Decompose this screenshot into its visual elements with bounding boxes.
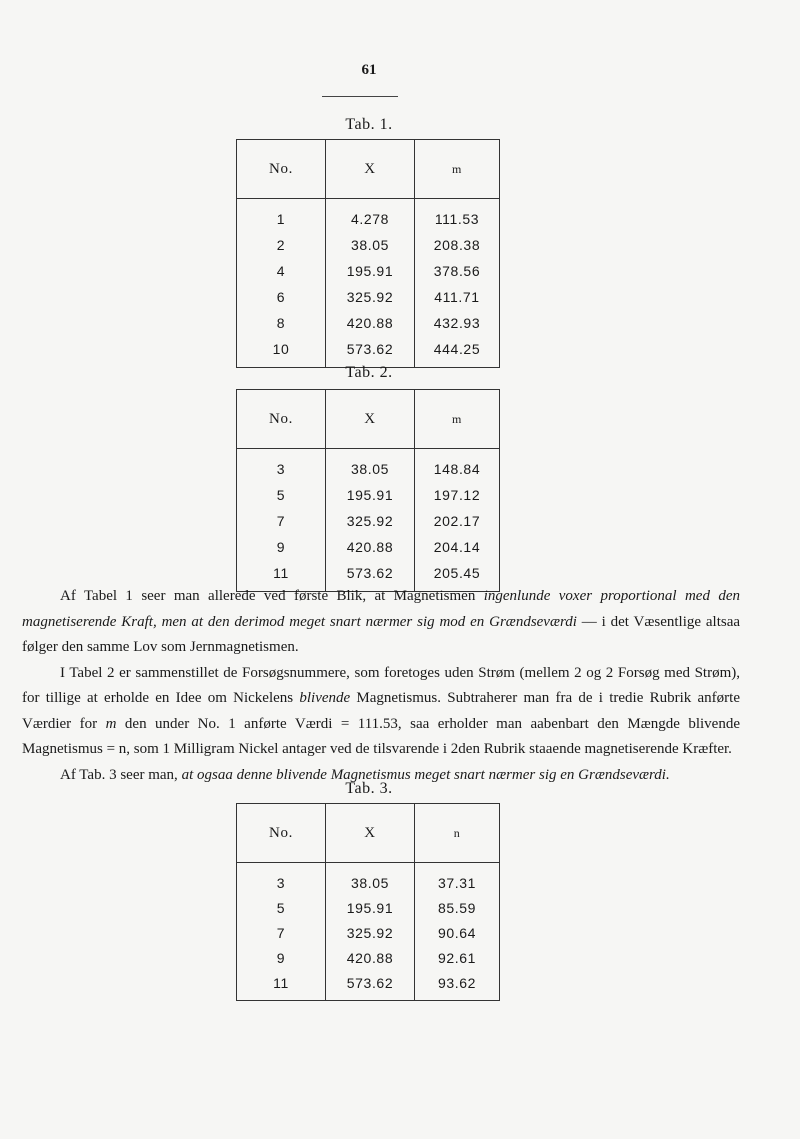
table1-cell: 6 [237,284,326,310]
table1-header-no: No. [237,140,326,199]
table1-cell: 10 [237,336,326,368]
table3-header-x: X [326,804,415,863]
table3-row [237,970,500,1001]
table1-cell: 111.53 [434,211,480,227]
p3-emphasis-b: at ogsaa denne blivende Magnetismus meget snart nærmer sig en Grændseværdi. [181,766,670,783]
table1-cell: 420.88 [326,310,415,336]
table1 [236,139,500,368]
table1-row [237,258,500,284]
p3-text-a: Af Tab. 3 seer man, [60,766,182,783]
table1-header-row [237,140,500,199]
table3-cell: 37.31 [437,874,477,891]
table3-cell: 90.64 [437,924,477,941]
p2-text-e: den under No. 1 anførte Værdi = 111.53, saa erholder man aabenbart den Mængde blivende Magnetismus = n, som 1 Milligram Nickel antager ved de tilsvarende i 2den Rubrik staaende magnetiserende Kræfter. [22,715,740,757]
table2-cell: 325.92 [326,508,415,534]
table1-header-m: m [415,140,500,199]
table2-cell: 204.14 [433,539,481,555]
table1-title: Tab. 1. [345,116,393,133]
paragraph-2 [22,661,740,763]
p2-emphasis-b: blivende [299,690,351,706]
p2-emphasis-d: m [105,715,117,732]
table3-cell: 93.62 [437,974,477,991]
table1-cell: 208.38 [433,237,481,253]
table3-cell: 5 [237,895,326,920]
p2-text-c: Magnetismus. Subtraherer man fra de i tredie Rubrik anførte Værdier for [22,690,740,732]
table3-title: Tab. 3. [345,780,393,797]
table2-row [237,449,500,483]
table2-header-no: No. [237,390,326,449]
table2 [236,389,500,592]
p2-text-a: I Tabel 2 er sammenstillet de Forsøgsnummere, som foretoges uden Strøm (mellem 2 og 2 Forsøg med Strøm), for tillige at erholde en Idee om Nickelens [22,664,740,706]
table1-cell: 411.71 [434,289,480,305]
table2-cell: 573.62 [326,560,415,592]
table2-cell: 3 [237,449,326,483]
p1-text-e: — i det Væsentlige altsaa følger den samme Lov som Jernmagnetismen. [22,613,741,655]
table1-header-x: X [326,140,415,199]
table3-cell: 420.88 [326,945,415,970]
table2-header-m: m [415,390,500,449]
table3-cell: 85.59 [437,899,477,916]
table2-cell: 205.45 [433,565,481,581]
table1-cell: 432.93 [433,315,481,331]
table3-cell: 3 [237,863,326,896]
table1-cell: 4.278 [326,199,415,233]
table3-cell: 573.62 [326,970,415,1001]
table1-cell: 573.62 [326,336,415,368]
table2-cell: 7 [237,508,326,534]
table2-cell: 9 [237,534,326,560]
table1-cell: 2 [237,232,326,258]
table3-cell: 92.61 [437,949,477,966]
table2-cell: 197.12 [433,487,481,503]
table3-row [237,895,500,920]
table1-cell: 325.92 [326,284,415,310]
table2-row [237,482,500,508]
table3-row [237,945,500,970]
table1-row [237,284,500,310]
table1-row [237,336,500,368]
table2-header-x: X [326,390,415,449]
paragraph-1 [22,584,740,661]
table1-cell: 1 [237,199,326,233]
table3-header-no: No. [237,804,326,863]
p1-text-a: Af Tabel 1 seer man allerede ved første Blik, at Magnetismen [60,588,484,604]
header-rule [322,96,398,97]
table1-row [237,199,500,233]
page-number: 61 [361,62,377,78]
table3-cell: 195.91 [326,895,415,920]
table2-cell: 11 [237,560,326,592]
table2-cell: 202.17 [433,513,481,529]
table1-cell: 444.25 [433,341,481,357]
body-text [22,584,740,788]
table3 [236,803,500,1001]
table1-cell: 195.91 [326,258,415,284]
table3-header-row [237,804,500,863]
table1-cell: 378.56 [433,263,481,279]
table3-header-n: n [415,804,500,863]
table3-cell: 7 [237,920,326,945]
table1-cell: 4 [237,258,326,284]
table3-row [237,920,500,945]
table3-row [237,863,500,896]
table1-cell: 38.05 [326,232,415,258]
table2-title: Tab. 2. [345,364,393,381]
table2-cell: 38.05 [326,449,415,483]
table3-cell: 9 [237,945,326,970]
table1-cell: 8 [237,310,326,336]
table2-cell: 195.91 [326,482,415,508]
p1-emphasis-d: men at den derimod meget snart nærmer sig mod en Grændseværdi [161,613,577,630]
p1-emphasis-b: ingenlunde voxer proportional med den magnetiserende Kraft, [22,588,740,630]
table1-row [237,232,500,258]
table3-cell: 11 [237,970,326,1001]
table3-cell: 325.92 [326,920,415,945]
table2-row [237,534,500,560]
table2-row [237,508,500,534]
table2-cell: 148.84 [433,461,481,477]
table2-header-row [237,390,500,449]
table3-cell: 38.05 [326,863,415,896]
table2-cell: 420.88 [326,534,415,560]
table2-cell: 5 [237,482,326,508]
table1-row [237,310,500,336]
